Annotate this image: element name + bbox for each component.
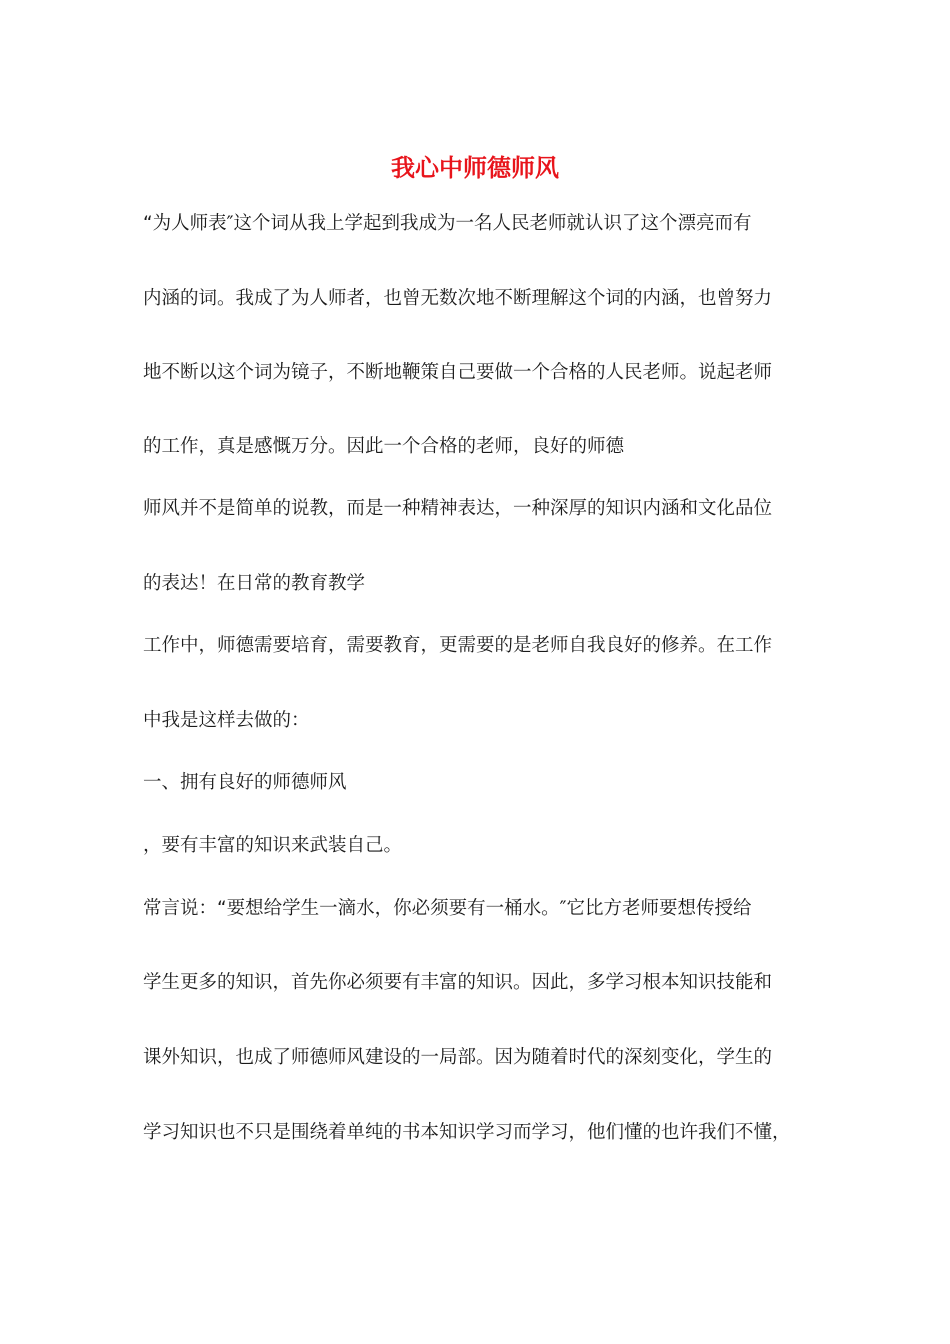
paragraph-line-10: ，要有丰富的知识来武装自己。 [143,835,403,856]
paragraph-line-12: 学生更多的知识，首先你必须要有丰富的知识。因此，多学习根本知识技能和 [143,972,773,993]
paragraph-line-6: 的表达！在日常的教育教学 [143,573,366,594]
paragraph-line-3: 地不断以这个词为镜子，不断地鞭策自己要做一个合格的人民老师。说起老师 [143,362,773,383]
paragraph-line-8: 中我是这样去做的： [143,710,310,731]
paragraph-line-5: 师风并不是简单的说教，而是一种精神表达，一种深厚的知识内涵和文化品位 [143,498,773,519]
paragraph-line-4: 的工作，真是感慨万分。因此一个合格的老师，良好的师德 [143,436,625,457]
paragraph-line-7: 工作中，师德需要培育，需要教育，更需要的是老师自我良好的修养。在工作 [143,635,773,656]
paragraph-line-1: “为人师表″这个词从我上学起到我成为一名人民老师就认识了这个漂亮而有 [143,213,752,234]
document-title: 我心中师德师风 [391,153,559,182]
paragraph-line-14: 学习知识也不只是围绕着单纯的书本知识学习而学习，他们懂的也许我们不懂， [143,1122,791,1143]
paragraph-line-13: 课外知识，也成了师德师风建设的一局部。因为随着时代的深刻变化，学生的 [143,1047,773,1068]
paragraph-line-11: 常言说：“要想给学生一滴水，你必须要有一桶水。″它比方老师要想传授给 [143,898,752,919]
section-heading-1: 一、拥有良好的师德师风 [143,772,347,793]
paragraph-line-2: 内涵的词。我成了为人师者，也曾无数次地不断理解这个词的内涵，也曾努力 [143,288,773,309]
